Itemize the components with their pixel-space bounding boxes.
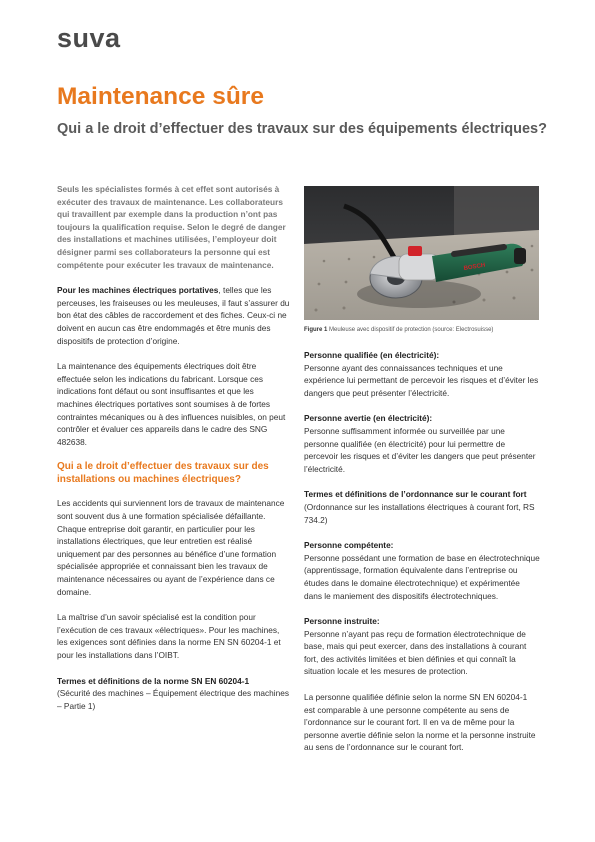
maintenance-paragraph: La maintenance des équipements électriques doit être effectuée selon les indications du fabricant. Lorsque ces indications font défaut ou sont insuffisantes et que les machines électriques portatives sont soumises à de fortes contraintes mécaniques ou à des influences nuisibles, on peut contrôler et évaluer ces appareils dans le cadre des SNG 482638. — [57, 361, 286, 447]
comparison-paragraph: La personne qualifiée définie selon la norme SN EN 60204-1 est comparable à une personne compétente au sens de l’ordonnance sur le courant fort. Il en va de même pour la personne avertie définie selon la norme et la personne instruite au sens de l’ordonnance sur le courant fort. — [304, 692, 536, 753]
grinder-photo — [304, 186, 539, 320]
portable-machines-paragraph — [57, 284, 290, 347]
figure-label: Figure 1 — [304, 327, 328, 333]
standard-definitions-note: (Sécurité des machines – Équipement électrique des machines – Partie 1) — [57, 688, 289, 711]
ordinance-definitions — [304, 488, 540, 526]
figure-caption — [304, 326, 544, 334]
suva-logo: suva — [57, 23, 121, 53]
portable-machines-bold: Pour les machines électriques portatives — [57, 285, 219, 296]
definition-text: Personne n’ayant pas reçu de formation électrotechnique de base, mais qui peut exercer, dans des installations à courant fort, des activités limitées et bien définies et qui connaît la situation locale et les mesures de protection. — [304, 628, 527, 677]
standard-definitions — [57, 675, 290, 713]
definition-term: Termes et définitions de l’ordonnance sur le courant fort — [304, 489, 527, 500]
definition-term: Personne compétente: — [304, 540, 394, 551]
grinder-illustration — [304, 186, 539, 320]
definition-trained — [304, 615, 540, 678]
definition-qualified — [304, 349, 540, 399]
definition-term: Personne qualifiée (en électricité): — [304, 350, 440, 360]
portable-machines-text: , telles que les perceuses, les fraiseuses ou les meuleuses, il faut s’assurer du bon état des câbles de raccordement et des fiches. Ceux-ci ne doivent en aucun cas être endommagés et être munis des dispositifs de protection d’origine. — [57, 285, 290, 346]
definition-instructed — [304, 412, 540, 475]
page-title: Maintenance sûre — [57, 83, 264, 110]
definition-text: Personne suffisamment informée ou surveillée par une personne qualifiée (en électricité) pour lui permettre de percevoir les risques et d’éviter les dangers que peut présenter l’électricité. — [304, 425, 536, 474]
figure-caption-text: Meuleuse avec dispositif de protection (source: Electrosuisse) — [329, 327, 494, 333]
definition-term: Personne avertie (en électricité): — [304, 413, 433, 424]
accidents-paragraph: Les accidents qui surviennent lors de travaux de maintenance sont souvent dus à une formation spécialisée défaillante. Chaque entreprise doit garantir, en particulier pour les installations électriques, que leur entretien est réalisé uniquement par des personnes au bénéfice d’une formation spécialisée appropriée et connaissant bien les travaux de maintenance nécessaires ou ayant de l’expérience dans ce domaine. — [57, 498, 285, 597]
definition-term: Personne instruite: — [304, 616, 380, 627]
tool-brand-label: BOSCH — [463, 262, 486, 272]
definition-competent — [304, 539, 540, 602]
left-column — [57, 183, 290, 725]
section-heading: Qui a le droit d’effectuer des travaux sur des installations ou machines électriques? — [57, 461, 269, 485]
page-subtitle: Qui a le droit d’effectuer des travaux sur des équipements électriques? — [57, 121, 547, 137]
lead-paragraph: Seuls les spécialistes formés à cet effet sont autorisés à exécuter des travaux de maintenance. Les collaborateurs qui travaillent par exemple dans la production n’ont pas toujours la qualification requise. Selon le degré de danger des installations et machines utilisées, l’employeur doit désigner parmi ses collaborateurs la personne qui est compétente pour exécuter les travaux de maintenance. — [57, 184, 286, 270]
standard-definitions-title: Termes et définitions de la norme SN EN 60204-1 — [57, 675, 250, 686]
definition-text: Personne possédant une formation de base en électrotechnique (apprentissage, formation équivalente dans l’entreprise ou études dans le domaine électrotechnique) et expérimentée dans le maniement des dispositifs électrotechniques. — [304, 552, 540, 601]
right-column — [304, 349, 540, 767]
expertise-paragraph: La maîtrise d’un savoir spécialisé est la condition pour l’exécution de ces travaux «électriques». Pour les machines, les exigences sont définies dans la norme EN SN 60204-1 et pour les installations dans l’OIBT. — [57, 612, 281, 660]
definition-text: Personne ayant des connaissances techniques et une expérience lui permettant de percevoir les risques et d’éviter les dangers que peut présenter l’électricité. — [304, 362, 539, 398]
definition-text: (Ordonnance sur les installations électriques à courant fort, RS 734.2) — [304, 501, 535, 525]
